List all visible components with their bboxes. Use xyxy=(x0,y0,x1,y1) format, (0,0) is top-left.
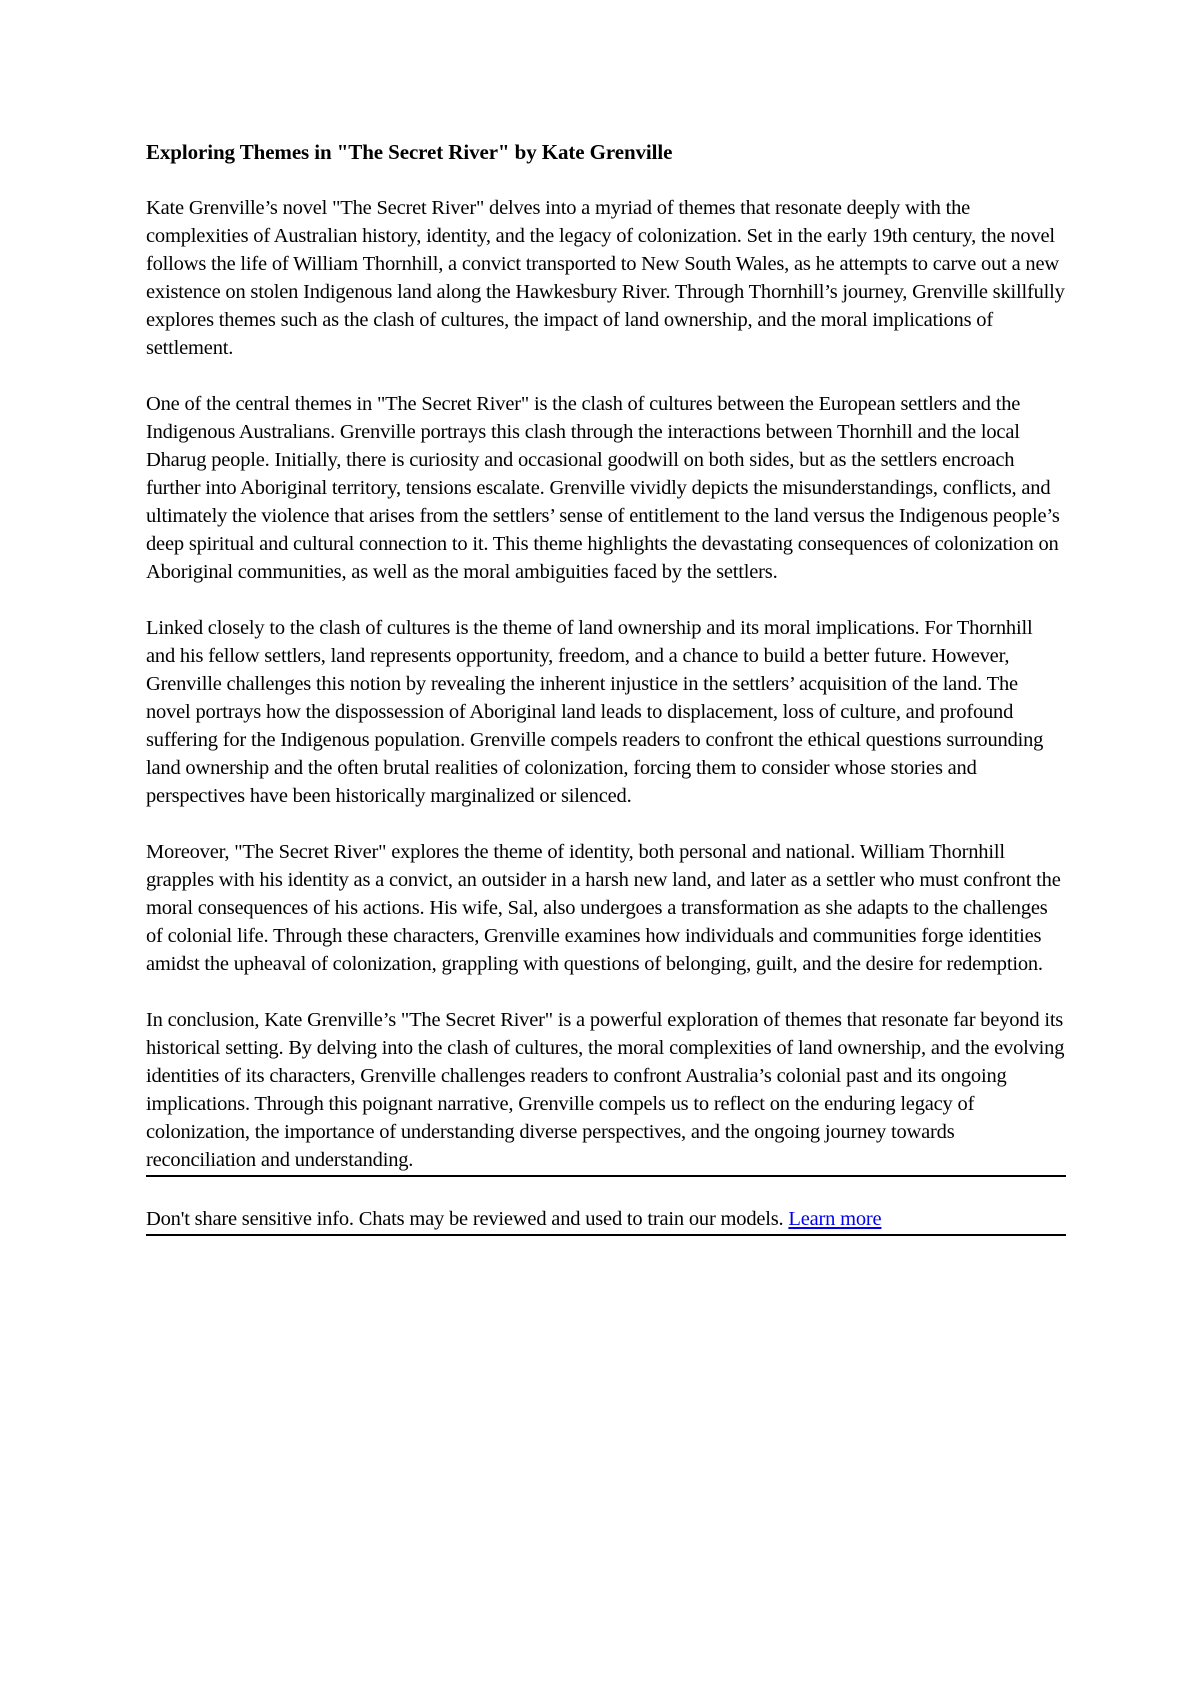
paragraph-clash-of-cultures: One of the central themes in "The Secret River" is the clash of cultures between the European settlers and the Indigenous Australians. Grenville portrays this clash through the interactions between Thornhill and the local Dharug people. Initially, there is curiosity and occasional goodwill on both sides, but as the settlers encroach further into Aboriginal territory, tensions escalate. Grenville vividly depicts the misunderstandings, conflicts, and ultimately the violence that arises from the settlers’ sense of entitlement to the land versus the Indigenous people’s deep spiritual and cultural connection to it. This theme highlights the devastating consequences of colonization on Aboriginal communities, as well as the moral ambiguities faced by the settlers. xyxy=(146,393,1060,583)
paragraph-identity: Moreover, "The Secret River" explores the theme of identity, both personal and national. William Thornhill grapples with his identity as a convict, an outsider in a harsh new land, and later as a settler who must confront the moral consequences of his actions. His wife, Sal, also undergoes a transformation as she adapts to the challenges of colonial life. Through these characters, Grenville examines how individuals and communities forge identities amidst the upheaval of colonization, grappling with questions of belonging, guilt, and the desire for redemption. xyxy=(146,841,1061,975)
privacy-notice xyxy=(146,1205,1066,1236)
document-page xyxy=(146,138,1066,1236)
paragraph-conclusion: In conclusion, Kate Grenville’s "The Secret River" is a powerful exploration of themes that resonate far beyond its historical setting. By delving into the clash of cultures, the moral complexities of land ownership, and the evolving identities of its characters, Grenville challenges readers to confront Australia’s colonial past and its ongoing implications. Through this poignant narrative, Grenville compels us to reflect on the enduring legacy of colonization, the importance of understanding diverse perspectives, and the ongoing journey towards reconciliation and understanding. xyxy=(146,1006,1066,1177)
paragraph-introduction: Kate Grenville’s novel "The Secret River" delves into a myriad of themes that resonate deeply with the complexities of Australian history, identity, and the legacy of colonization. Set in the early 19th century, the novel follows the life of William Thornhill, a convict transported to New South Wales, as he attempts to carve out a new existence on stolen Indigenous land along the Hawkesbury River. Through Thornhill’s journey, Grenville skillfully explores themes such as the clash of cultures, the impact of land ownership, and the moral implications of settlement. xyxy=(146,197,1065,359)
paragraph-land-ownership: Linked closely to the clash of cultures is the theme of land ownership and its moral implications. For Thornhill and his fellow settlers, land represents opportunity, freedom, and a chance to build a better future. However, Grenville challenges this notion by revealing the inherent injustice in the settlers’ acquisition of the land. The novel portrays how the dispossession of Aboriginal land leads to displacement, loss of culture, and profound suffering for the Indigenous population. Grenville compels readers to confront the ethical questions surrounding land ownership and the often brutal realities of colonization, forcing them to consider whose stories and perspectives have been historically marginalized or silenced. xyxy=(146,617,1044,807)
privacy-notice-text: Don't share sensitive info. Chats may be reviewed and used to train our models. xyxy=(146,1208,789,1230)
document-title: Exploring Themes in "The Secret River" by Kate Grenville xyxy=(146,140,673,164)
learn-more-link[interactable]: Learn more xyxy=(788,1208,882,1230)
